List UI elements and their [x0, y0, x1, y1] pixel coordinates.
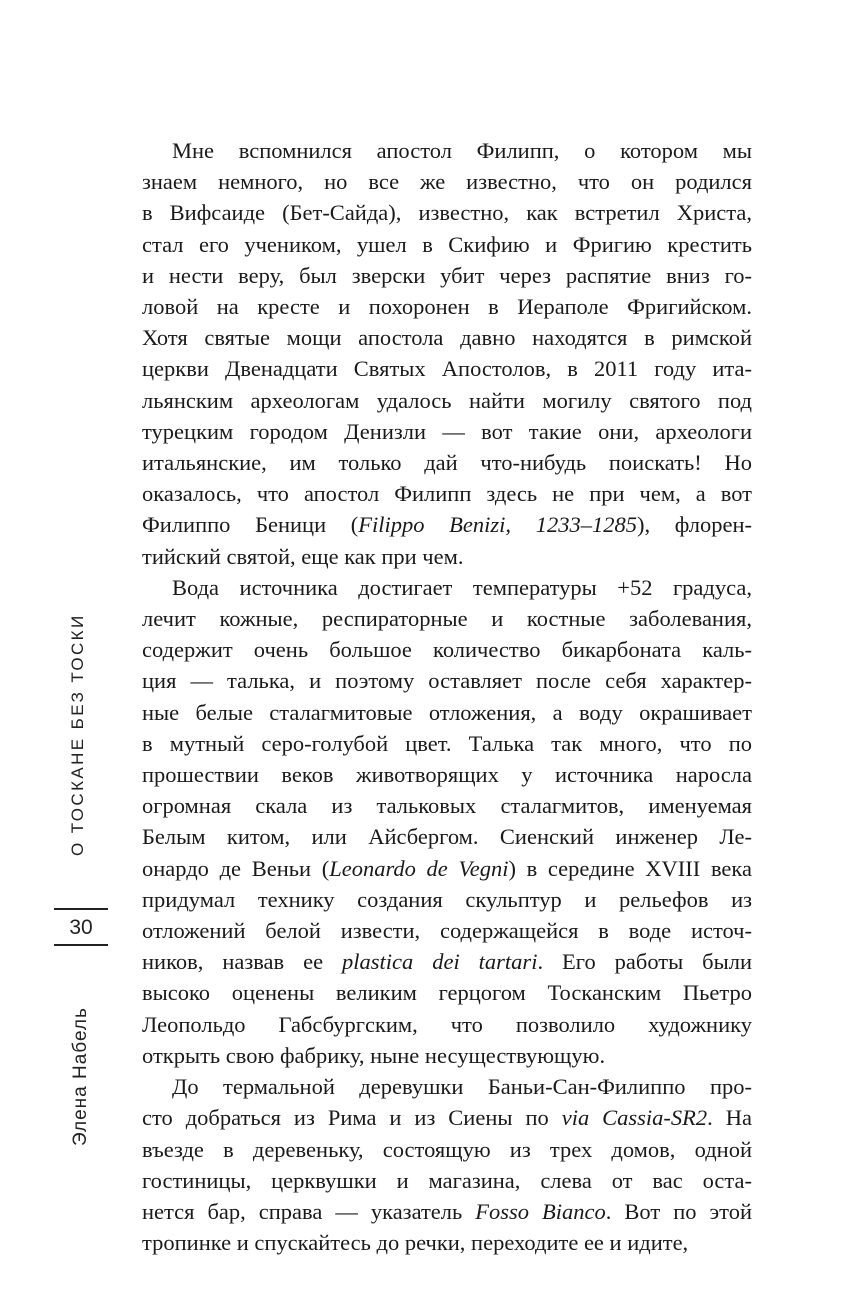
text-line: тийский святой, еще как при чем.	[142, 543, 464, 569]
text-line	[142, 1196, 752, 1227]
text-line: открыть свою фабрику, ныне несуществующую.	[142, 1042, 606, 1068]
text-line: стал его учеником, ушел в Скифию и Фригию крестить	[142, 231, 752, 257]
text-line: придумал технику создания скульптур и рельефов из	[142, 886, 752, 912]
folio-rule-top	[54, 908, 108, 910]
italic-run: via Cassia-SR2	[561, 1105, 708, 1131]
text-line: содержит очень большое количество бикарбоната каль-	[142, 637, 752, 663]
text-line	[142, 853, 752, 884]
text-line: До термальной деревушки Баньи-Сан-Филиппо про-	[172, 1074, 752, 1100]
page-number: 30	[69, 916, 93, 939]
text-run: ников, назвав ее	[142, 949, 343, 975]
text-line	[142, 509, 752, 540]
text-line: Мне вспомнился апостол Филипп, о котором мы	[172, 138, 752, 163]
paragraph	[142, 572, 752, 1071]
italic-run: Leonardo de Vegni	[329, 855, 509, 881]
text-run: ) в середине XVIII века	[508, 855, 753, 881]
text-run: ), флорен-	[636, 512, 752, 538]
italic-run: Filippo Benizi, 1233–1285	[358, 512, 637, 538]
text-line: в Вифсаиде (Бет-Сайда), известно, как встретил Христа,	[142, 200, 752, 226]
text-line: и нести веру, был зверски убит через распятие вниз го-	[142, 262, 752, 288]
paragraph	[142, 135, 752, 572]
paragraph	[142, 1071, 752, 1258]
text-run: сто добраться из Рима и из Сиены по	[142, 1105, 562, 1131]
text-line: отложений белой извести, содержащейся в воде источ-	[142, 918, 752, 944]
text-line: высоко оценены великим герцогом Тосканским Пьетро	[142, 980, 752, 1006]
text-line: гостиницы, церквушки и магазина, слева от вас оста-	[142, 1167, 752, 1193]
text-run: . Его работы были	[537, 949, 753, 975]
text-line: Вода источника достигает температуры +52 градуса,	[172, 574, 752, 600]
text-line: тропинке и спускайтесь до речки, переходите ее и идите,	[142, 1230, 689, 1256]
text-line: ные белые сталагмитовые отложения, а воду окрашивает	[142, 699, 752, 725]
running-title: О ТОСКАНЕ БЕЗ ТОСКИ	[68, 613, 87, 856]
text-line: огромная скала из тальковых сталагмитов, именуемая	[142, 793, 752, 819]
text-line: прошествии веков животворящих у источника наросла	[142, 762, 752, 788]
text-run: Филиппо Беници (	[142, 512, 359, 538]
text-run: нется бар, справа — указатель	[142, 1198, 476, 1224]
text-line: въезде в деревеньку, состоящую из трех домов, одной	[142, 1136, 752, 1162]
text-line: турецким городом Денизли — вот такие они, археологи	[142, 418, 752, 444]
text-line: льянским археологам удалось найти могилу святого под	[142, 387, 752, 413]
italic-run: Fosso Bianco	[475, 1198, 606, 1224]
text-run: онардо де Веньи (	[142, 855, 330, 881]
text-line: церкви Двенадцати Святых Апостолов, в 2011 году ита-	[142, 356, 752, 382]
text-line: оказалось, что апостол Филипп здесь не при чем, а вот	[142, 481, 752, 507]
folio-rule-bottom	[54, 944, 108, 946]
body-text	[142, 135, 752, 1258]
text-line: Белым китом, или Айсбергом. Сиенский инженер Ле-	[142, 824, 752, 850]
text-line: ловой на кресте и похоронен в Иераполе Фригийском.	[142, 294, 752, 320]
author-name: Элена Набель	[70, 1007, 91, 1146]
text-line: ция — талька, и поэтому оставляет после себя характер-	[142, 668, 752, 694]
text-run: . Вот по этой	[605, 1198, 752, 1224]
text-line	[142, 1102, 752, 1133]
text-line: Хотя святые мощи апостола давно находятся в римской	[142, 325, 752, 351]
text-line: знаем немного, но все же известно, что он родился	[142, 169, 752, 195]
italic-run: plastica dei tartari	[342, 949, 538, 975]
text-line: в мутный серо-голубой цвет. Талька так много, что по	[142, 730, 752, 756]
text-line: лечит кожные, респираторные и костные заболевания,	[142, 606, 752, 632]
text-run: . На	[707, 1105, 752, 1131]
text-line: итальянские, им только дай что-нибудь поискать! Но	[142, 450, 752, 476]
text-line: Леопольдо Габсбургским, что позволило художнику	[142, 1011, 752, 1037]
text-line	[142, 946, 752, 977]
